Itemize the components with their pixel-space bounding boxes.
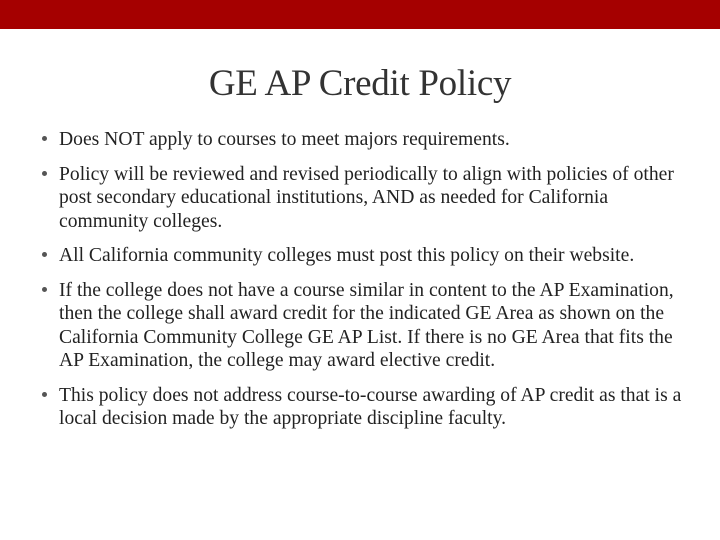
bullet-text-1: Does NOT apply to courses to meet majors requirements. <box>59 129 510 150</box>
bullet-dot-icon <box>42 171 47 176</box>
bullet-text-5: This policy does not address course-to-course awarding of AP credit as that is a local decision made by the appropriate discipline faculty. <box>59 384 682 429</box>
bullet-item-2 <box>42 163 682 234</box>
bullet-dot-icon <box>42 252 47 257</box>
bullet-text-2: Policy will be reviewed and revised periodically to align with policies of other post secondary educational institutions, AND as needed for California community colleges. <box>59 163 674 232</box>
bullet-item-1 <box>42 128 682 152</box>
bullet-dot-icon <box>42 136 47 141</box>
header-accent-bar <box>0 0 720 29</box>
bullet-item-4 <box>42 279 682 373</box>
bullet-dot-icon <box>42 287 47 292</box>
bullet-text-3: All California community colleges must post this policy on their website. <box>59 245 635 266</box>
bullet-dot-icon <box>42 392 47 397</box>
bullet-text-4: If the college does not have a course similar in content to the AP Examination, then the college shall award credit for the indicated GE Area as shown on the California Community College GE AP List. If there is no GE Area that fits the AP Examination, the college may award elective credit. <box>59 279 674 371</box>
bullet-list <box>42 128 682 442</box>
bullet-item-5 <box>42 384 682 431</box>
slide-title: GE AP Credit Policy <box>208 63 512 104</box>
bullet-item-3 <box>42 244 682 268</box>
